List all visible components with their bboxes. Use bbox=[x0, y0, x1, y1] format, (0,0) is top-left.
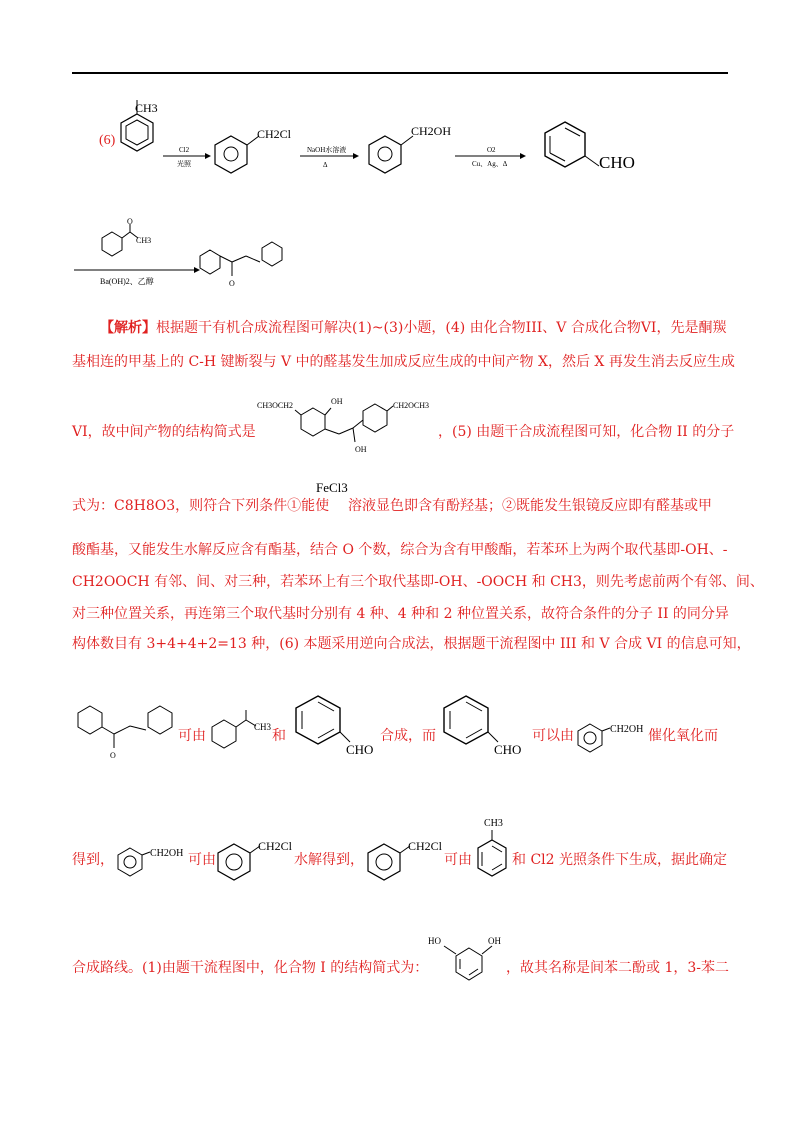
analysis-line-2: 基相连的甲基上的 C-H 键断裂与 V 中的醛基发生加成反应生成的中间产物 X，然后 X 再发生消去反应生成 bbox=[72, 354, 735, 370]
benzyl-alcohol-label: CH2OH bbox=[411, 124, 452, 138]
intermediate-bottom-oh: OH bbox=[355, 445, 367, 454]
toluene-methyl-label-2: CH3 bbox=[484, 818, 503, 829]
arrow3-condition-top: O2 bbox=[487, 146, 496, 154]
analysis-line-3a: VI，故中间产物的结构简式是 bbox=[72, 424, 256, 440]
analysis-line-1 bbox=[100, 318, 726, 338]
svg-text:O: O bbox=[110, 751, 116, 760]
para4-text-3: 水解得到， bbox=[294, 852, 364, 868]
para4-text-4: 可由 bbox=[444, 852, 472, 868]
para4-text-1: 得到， bbox=[72, 852, 114, 868]
intermediate-right-group: CH2OCH3 bbox=[393, 401, 430, 410]
resorcinol-oh-left: HO bbox=[428, 936, 441, 946]
acetophenone-ch3-label: CH3 bbox=[254, 722, 272, 732]
benzaldehyde-structure-3 bbox=[436, 692, 536, 758]
analysis-bracket: 【解析】 bbox=[100, 320, 156, 336]
para3-text-1: 可由 bbox=[178, 728, 206, 744]
arrow3-condition-bottom: Cu、Ag、Δ bbox=[472, 160, 508, 168]
benzyl-alcohol-structure-3 bbox=[114, 838, 194, 882]
analysis-line-7: 对三种位置关系，再连第三个取代基时分别有 4 种、4 种和 2 种位置关系，故符合条件的分子 II 的同分异 bbox=[72, 606, 729, 622]
analysis-line-6: CH2OOCH 有邻、间、对三种，若苯环上有三个取代基即-OH、-OOCH 和 CH3，则先考虑前两个有邻、间、 bbox=[72, 574, 764, 590]
acetophenone-structure bbox=[102, 218, 151, 256]
analysis-line-5: 酸酯基，又能发生水解反应含有酯基，结合 O 个数，综合为含有甲酸酯，若苯环上为两个取代基即-OH、- bbox=[72, 542, 728, 558]
toluene-structure bbox=[121, 100, 158, 151]
para3-text-4: 可以由 bbox=[532, 728, 574, 744]
benzyl-chloride-label-2: CH2Cl bbox=[258, 839, 293, 853]
para3-text-3: 合成，而 bbox=[380, 728, 436, 744]
arrow4-condition: Ba(OH)2、乙醇 bbox=[100, 277, 154, 286]
benzyl-chloride-label-3: CH2Cl bbox=[408, 839, 443, 853]
condensation-step-diagram bbox=[70, 218, 330, 298]
arrow1-condition-bottom: 光照 bbox=[177, 160, 191, 168]
fecl3-label: FeCl3 bbox=[316, 480, 348, 495]
analysis-line-3b: ，(5) 由题干合成流程图可知，化合物 II 的分子 bbox=[438, 424, 735, 440]
benzaldehyde-cho-label-2: CHO bbox=[494, 742, 522, 757]
arrow2-condition-top: NaOH水溶液 bbox=[307, 146, 347, 154]
para4-text-5: 和 Cl2 光照条件下生成，据此确定 bbox=[512, 852, 727, 868]
benzaldehyde-structure-2 bbox=[288, 692, 388, 758]
para3-text-2: 和 bbox=[272, 728, 286, 744]
para5-text-2: ，故其名称是间苯二酚或 1，3-苯二 bbox=[506, 960, 729, 976]
intermediate-structure bbox=[255, 390, 435, 460]
intermediate-left-group: CH3OCH2 bbox=[257, 401, 294, 410]
benzaldehyde-cho-label-1: CHO bbox=[346, 742, 374, 757]
benzaldehyde-label: CHO bbox=[599, 153, 635, 172]
chalcone-structure bbox=[200, 242, 282, 288]
benzyl-alcohol-structure-2 bbox=[574, 716, 654, 756]
analysis-line-4a: 式为：C8H8O3，则符合下列条件①能使 bbox=[72, 498, 330, 514]
para3-text-5: 催化氧化而 bbox=[648, 728, 718, 744]
acetophenone-oxygen: O bbox=[127, 218, 133, 226]
benzyl-alcohol-label-3: CH2OH bbox=[150, 848, 184, 859]
arrow2-condition-bottom: Δ bbox=[323, 161, 328, 169]
intermediate-top-oh: OH bbox=[331, 397, 343, 406]
benzyl-chloride-structure bbox=[215, 127, 292, 173]
benzyl-chloride-label: CH2Cl bbox=[257, 127, 292, 141]
chalcone-oxygen: O bbox=[229, 279, 235, 288]
analysis-text-1: 根据题干有机合成流程图可解决(1)~(3)小题，(4) 由化合物III、V 合成化合物VI，先是酮羰 bbox=[156, 320, 727, 336]
acetophenone-structure-2 bbox=[206, 706, 276, 756]
benzyl-alcohol-label-2: CH2OH bbox=[610, 724, 644, 735]
toluene-methyl-label: CH3 bbox=[135, 101, 158, 115]
benzyl-chloride-structure-2 bbox=[214, 836, 298, 884]
para5-text-1: 合成路线。(1)由题干流程图中，化合物 I 的结构简式为： bbox=[72, 960, 429, 976]
route-label: (6) bbox=[99, 133, 116, 148]
analysis-line-8: 构体数目有 3+4+4+2=13 种，(6) 本题采用逆向合成法，根据题干流程图中 III 和 V 合成 VI 的信息可知， bbox=[72, 636, 751, 652]
header-rule bbox=[72, 72, 728, 74]
analysis-line-4b: 溶液显色即含有酚羟基；②既能发生银镜反应即有醛基或甲 bbox=[348, 498, 712, 514]
chalcone-structure-2 bbox=[72, 692, 182, 762]
toluene-structure-2 bbox=[470, 812, 514, 888]
synthesis-route-diagram bbox=[95, 92, 655, 212]
arrow1-condition-top: Cl2 bbox=[179, 146, 190, 154]
resorcinol-oh-right: OH bbox=[488, 936, 501, 946]
benzyl-chloride-structure-3 bbox=[364, 836, 448, 884]
benzaldehyde-structure bbox=[545, 122, 635, 172]
benzyl-alcohol-structure bbox=[369, 124, 451, 173]
acetophenone-methyl: CH3 bbox=[136, 236, 152, 245]
para4-text-2: 可由 bbox=[188, 852, 216, 868]
